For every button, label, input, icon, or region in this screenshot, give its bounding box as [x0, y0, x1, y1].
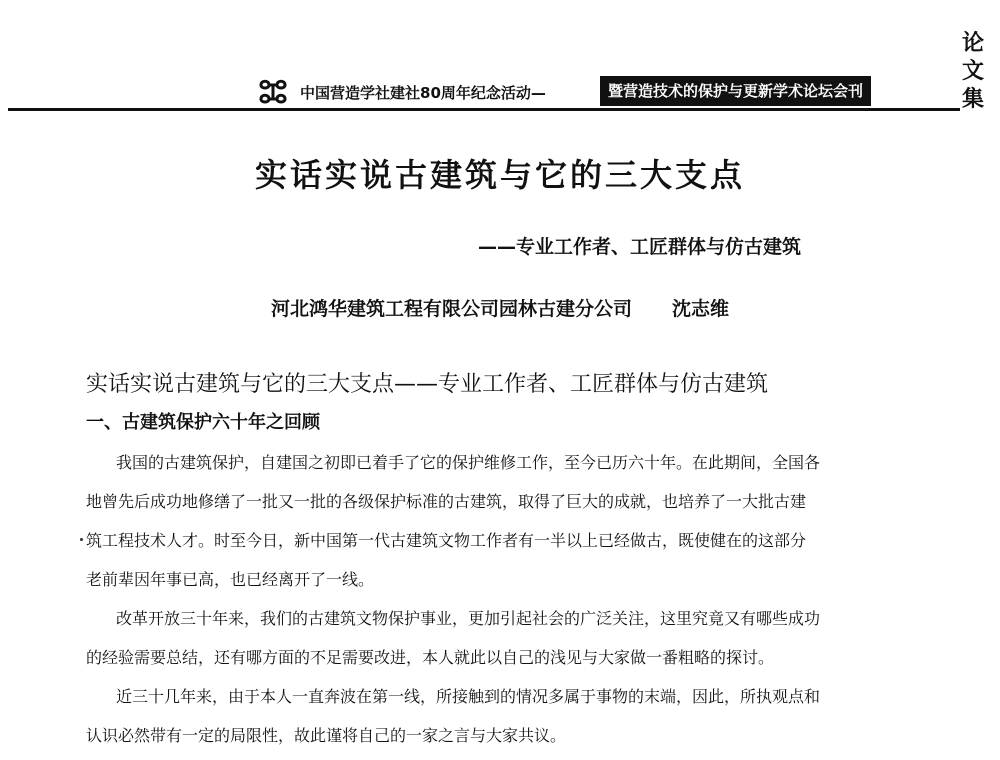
paragraph-line: 近三十几年来，由于本人一直奔波在第一线，所接触到的情况多属于事物的末端，因此，所执观点和: [116, 687, 821, 706]
section-heading: 一、古建筑保护六十年之回顾: [86, 412, 320, 433]
paragraph-line: 筑工程技术人才。时至今日，新中国第一代古建筑文物工作者有一半以上已经做古，既使健在的这部分: [86, 531, 807, 550]
paragraph-line: 的经验需要总结，还有哪方面的不足需要改进，本人就此以自己的浅见与大家做一番粗略的探讨。: [86, 648, 775, 667]
header-proceedings-banner: 暨营造技术的保护与更新学术论坛会刊: [600, 76, 871, 106]
side-label-char: 文: [961, 59, 984, 84]
header-event-title: 中国营造学社建社80周年纪念活动—: [300, 84, 546, 102]
author-name: 沈志维: [672, 298, 730, 320]
side-label-char: 集: [961, 87, 984, 112]
article-title: 实话实说古建筑与它的三大支点: [254, 156, 745, 194]
paragraph-line: 我国的古建筑保护，自建国之初即已着手了它的保护维修工作，至今已历六十年。在此期间，全国各: [116, 453, 821, 472]
header-divider: [8, 108, 960, 111]
article-subtitle: ——专业工作者、工匠群体与仿古建筑: [478, 236, 802, 258]
paragraph-line: 改革开放三十年来，我们的古建筑文物保护事业，更加引起社会的广泛关注，这里究竟又有哪些成功: [116, 609, 821, 628]
author-organization: 河北鸿华建筑工程有限公司园林古建分公司: [270, 298, 632, 320]
society-emblem-icon: [257, 78, 289, 106]
paragraph-line: 地曾先后成功地修缮了一批又一批的各级保护标准的古建筑，取得了巨大的成就，也培养了一大批古建: [86, 492, 807, 511]
side-label-char: 论: [961, 31, 984, 56]
paragraph-line: 老前辈因年事已高，也已经离开了一线。: [86, 570, 375, 589]
author-affiliation: [0, 294, 1000, 321]
body-title-heading: 实话实说古建筑与它的三大支点——专业工作者、工匠群体与仿古建筑: [86, 372, 769, 397]
paragraph-line: 认识必然带有一定的局限性，故此谨将自己的一家之言与大家共议。: [86, 726, 567, 745]
margin-mark: [80, 538, 83, 541]
running-header: [0, 74, 1000, 114]
